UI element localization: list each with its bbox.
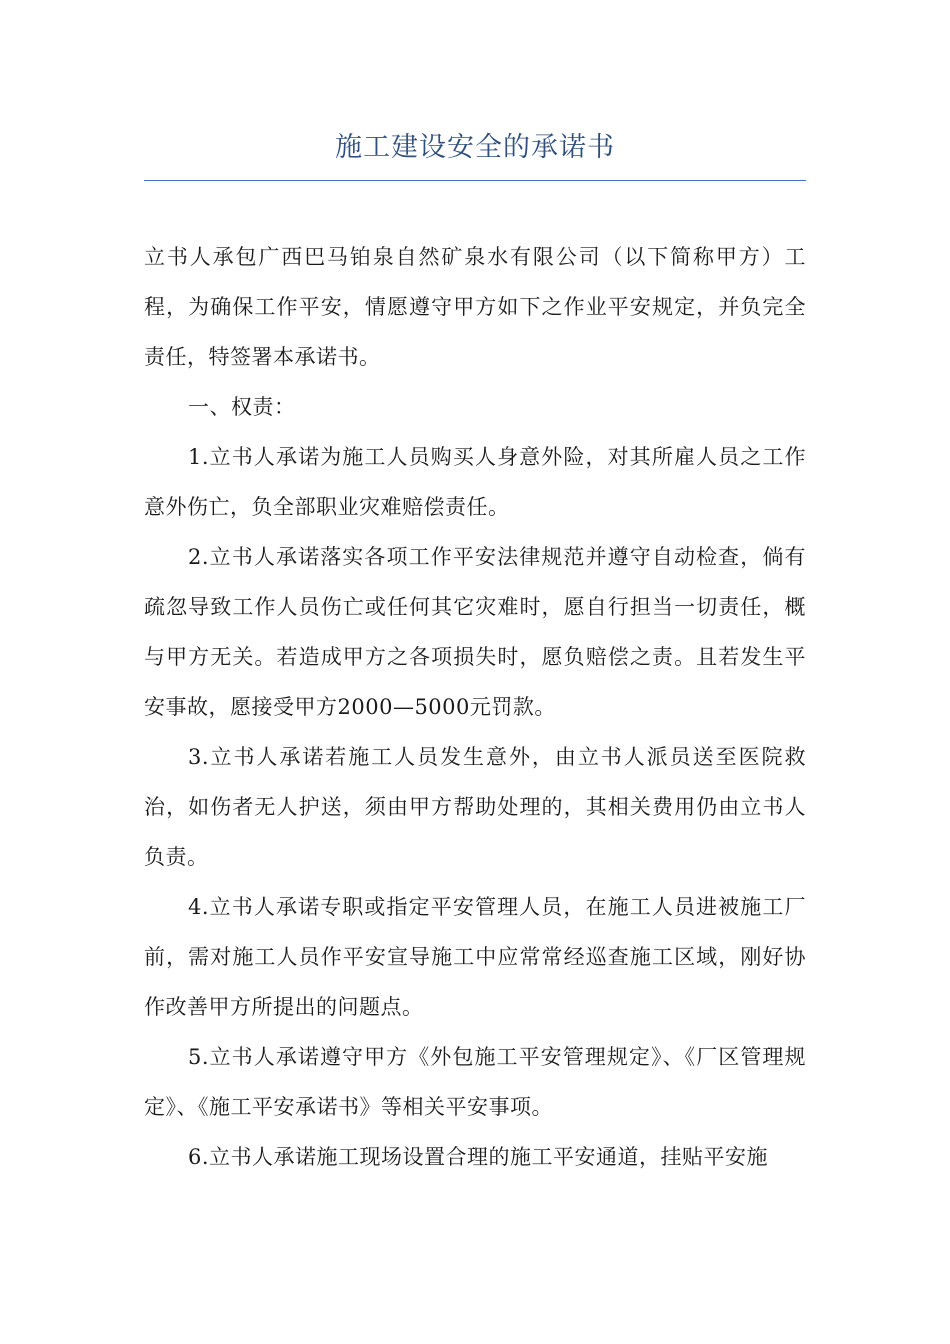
clause-6: 6.立书人承诺施工现场设置合理的施工平安通道，挂贴平安施	[188, 1145, 769, 1169]
document-body	[144, 232, 806, 1182]
clause-2: 2.立书人承诺落实各项工作平安法律规范并遵守自动检查，倘有疏忽导致工作人员伤亡或任何其它灾难时，愿自行担当一切责任，概与甲方无关。若造成甲方之各项损失时，愿负赔偿之责。且若发生平安事故，愿接受甲方2000—5000元罚款。	[144, 545, 806, 719]
clause-5: 5.立书人承诺遵守甲方《外包施工平安管理规定》、《厂区管理规定》、《施工平安承诺书》等相关平安事项。	[144, 1045, 806, 1119]
section-heading-rights: 一、权责：	[188, 395, 296, 419]
clause-1: 1.立书人承诺为施工人员购买人身意外险，对其所雇人员之工作意外伤亡，负全部职业灾难赔偿责任。	[144, 445, 806, 519]
intro-paragraph: 立书人承包广西巴马铂泉自然矿泉水有限公司（以下简称甲方）工程，为确保工作平安，情愿遵守甲方如下之作业平安规定，并负完全责任，特签署本承诺书。	[144, 245, 806, 369]
title-divider	[144, 180, 806, 181]
clause-4: 4.立书人承诺专职或指定平安管理人员，在施工人员进被施工厂前，需对施工人员作平安宣导施工中应常常经巡查施工区域，刚好协作改善甲方所提出的问题点。	[144, 895, 806, 1019]
document-title: 施工建设安全的承诺书	[335, 132, 615, 163]
clause-3: 3.立书人承诺若施工人员发生意外，由立书人派员送至医院救治，如伤者无人护送，须由甲方帮助处理的，其相关费用仍由立书人负责。	[144, 745, 806, 869]
